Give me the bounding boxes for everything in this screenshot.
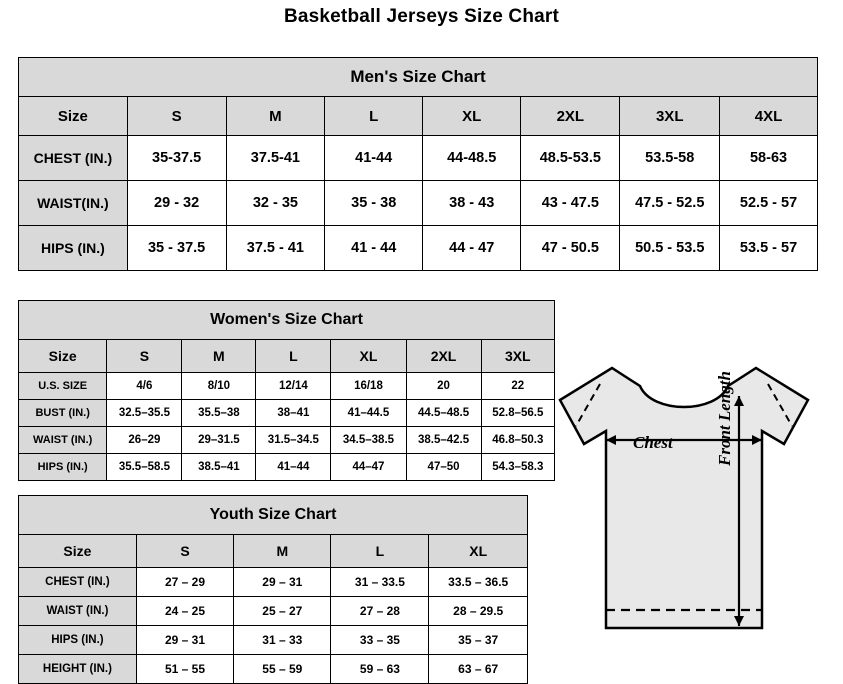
column-header-xl: XL	[429, 535, 528, 568]
cell-chest-4xl: 58-63	[720, 136, 818, 181]
cell-waist-xl: 38 - 43	[423, 181, 521, 226]
row-header-hips: HIPS (IN.)	[19, 226, 128, 271]
row-header-bust: BUST (IN.)	[19, 400, 107, 427]
cell-waist-2xl: 38.5–42.5	[406, 427, 481, 454]
cell-bust-m: 35.5–38	[182, 400, 256, 427]
column-header-l: L	[256, 340, 331, 373]
cell-hips-l: 33 – 35	[331, 626, 429, 655]
cell-bust-l: 38–41	[256, 400, 331, 427]
row-header-chest: CHEST (IN.)	[19, 568, 137, 597]
cell-hips-4xl: 53.5 - 57	[720, 226, 818, 271]
womens-size-chart-table	[18, 300, 555, 481]
cell-waist-3xl: 47.5 - 52.5	[620, 181, 720, 226]
table-title-row	[19, 496, 528, 535]
table-row	[19, 400, 555, 427]
cell-height-s: 51 – 55	[136, 655, 233, 684]
table-row	[19, 373, 555, 400]
cell-ussize-3xl: 22	[481, 373, 554, 400]
row-header-waist: WAIST (IN.)	[19, 427, 107, 454]
cell-waist-xl: 28 – 29.5	[429, 597, 528, 626]
column-header-s: S	[127, 97, 226, 136]
cell-waist-m: 25 – 27	[234, 597, 331, 626]
cell-chest-l: 41-44	[325, 136, 423, 181]
front-length-measurement-label: Front Length	[715, 371, 734, 466]
youth-chart-title: Youth Size Chart	[19, 496, 528, 535]
cell-chest-xl: 33.5 – 36.5	[429, 568, 528, 597]
table-row	[19, 454, 555, 481]
cell-chest-m: 37.5-41	[226, 136, 325, 181]
cell-hips-xl: 44 - 47	[423, 226, 521, 271]
row-header-hips: HIPS (IN.)	[19, 626, 137, 655]
cell-waist-s: 29 - 32	[127, 181, 226, 226]
cell-hips-2xl: 47 - 50.5	[521, 226, 620, 271]
column-header-2xl: 2XL	[521, 97, 620, 136]
table-header-row	[19, 535, 528, 568]
cell-ussize-l: 12/14	[256, 373, 331, 400]
cell-hips-xl: 35 – 37	[429, 626, 528, 655]
column-header-m: M	[182, 340, 256, 373]
table-title-row	[19, 58, 818, 97]
row-header-height: HEIGHT (IN.)	[19, 655, 137, 684]
column-header-3xl: 3XL	[481, 340, 554, 373]
column-header-m: M	[226, 97, 325, 136]
cell-bust-3xl: 52.8–56.5	[481, 400, 554, 427]
table-row	[19, 655, 528, 684]
table-header-row	[19, 340, 555, 373]
row-header-waist: WAIST(IN.)	[19, 181, 128, 226]
table-row	[19, 181, 818, 226]
jersey-illustration-svg	[540, 348, 840, 673]
cell-height-m: 55 – 59	[234, 655, 331, 684]
cell-bust-2xl: 44.5–48.5	[406, 400, 481, 427]
womens-chart-title: Women's Size Chart	[19, 301, 555, 340]
cell-height-l: 59 – 63	[331, 655, 429, 684]
column-header-s: S	[136, 535, 233, 568]
column-header-4xl: 4XL	[720, 97, 818, 136]
cell-waist-3xl: 46.8–50.3	[481, 427, 554, 454]
mens-size-chart-table	[18, 57, 818, 271]
column-header-size: Size	[19, 535, 137, 568]
cell-waist-s: 24 – 25	[136, 597, 233, 626]
column-header-l: L	[331, 535, 429, 568]
cell-hips-2xl: 47–50	[406, 454, 481, 481]
column-header-2xl: 2XL	[406, 340, 481, 373]
column-header-size: Size	[19, 97, 128, 136]
cell-hips-m: 31 – 33	[234, 626, 331, 655]
cell-height-xl: 63 – 67	[429, 655, 528, 684]
table-row	[19, 597, 528, 626]
row-header-chest: CHEST (IN.)	[19, 136, 128, 181]
row-header-hips: HIPS (IN.)	[19, 454, 107, 481]
cell-hips-m: 37.5 - 41	[226, 226, 325, 271]
column-header-l: L	[325, 97, 423, 136]
page-title: Basketball Jerseys Size Chart	[283, 6, 560, 27]
table-row	[19, 427, 555, 454]
cell-chest-xl: 44-48.5	[423, 136, 521, 181]
table-header-row	[19, 97, 818, 136]
cell-hips-s: 35 - 37.5	[127, 226, 226, 271]
table-row	[19, 626, 528, 655]
cell-chest-2xl: 48.5-53.5	[521, 136, 620, 181]
cell-ussize-m: 8/10	[182, 373, 256, 400]
column-header-xl: XL	[423, 97, 521, 136]
cell-waist-xl: 34.5–38.5	[331, 427, 406, 454]
cell-chest-l: 31 – 33.5	[331, 568, 429, 597]
chest-measurement-label: Chest	[633, 433, 673, 452]
column-header-s: S	[107, 340, 182, 373]
column-header-size: Size	[19, 340, 107, 373]
cell-chest-3xl: 53.5-58	[620, 136, 720, 181]
cell-waist-l: 31.5–34.5	[256, 427, 331, 454]
cell-hips-m: 38.5–41	[182, 454, 256, 481]
cell-waist-m: 29–31.5	[182, 427, 256, 454]
cell-ussize-2xl: 20	[406, 373, 481, 400]
cell-waist-l: 35 - 38	[325, 181, 423, 226]
mens-chart-title: Men's Size Chart	[19, 58, 818, 97]
table-title-row	[19, 301, 555, 340]
cell-waist-s: 26–29	[107, 427, 182, 454]
cell-chest-s: 35-37.5	[127, 136, 226, 181]
table-row	[19, 226, 818, 271]
cell-bust-xl: 41–44.5	[331, 400, 406, 427]
table-row	[19, 568, 528, 597]
column-header-xl: XL	[331, 340, 406, 373]
table-row	[19, 136, 818, 181]
cell-hips-3xl: 50.5 - 53.5	[620, 226, 720, 271]
row-header-waist: WAIST (IN.)	[19, 597, 137, 626]
row-header-us-size: U.S. SIZE	[19, 373, 107, 400]
cell-waist-2xl: 43 - 47.5	[521, 181, 620, 226]
cell-hips-xl: 44–47	[331, 454, 406, 481]
cell-waist-4xl: 52.5 - 57	[720, 181, 818, 226]
cell-chest-s: 27 – 29	[136, 568, 233, 597]
cell-chest-m: 29 – 31	[234, 568, 331, 597]
cell-ussize-s: 4/6	[107, 373, 182, 400]
cell-waist-m: 32 - 35	[226, 181, 325, 226]
cell-bust-s: 32.5–35.5	[107, 400, 182, 427]
youth-size-chart-table	[18, 495, 528, 684]
cell-hips-l: 41 - 44	[325, 226, 423, 271]
cell-waist-l: 27 – 28	[331, 597, 429, 626]
column-header-m: M	[234, 535, 331, 568]
shirt-measurement-diagram	[540, 348, 840, 673]
cell-hips-s: 35.5–58.5	[107, 454, 182, 481]
cell-hips-l: 41–44	[256, 454, 331, 481]
column-header-3xl: 3XL	[620, 97, 720, 136]
cell-ussize-xl: 16/18	[331, 373, 406, 400]
cell-hips-s: 29 – 31	[136, 626, 233, 655]
cell-hips-3xl: 54.3–58.3	[481, 454, 554, 481]
